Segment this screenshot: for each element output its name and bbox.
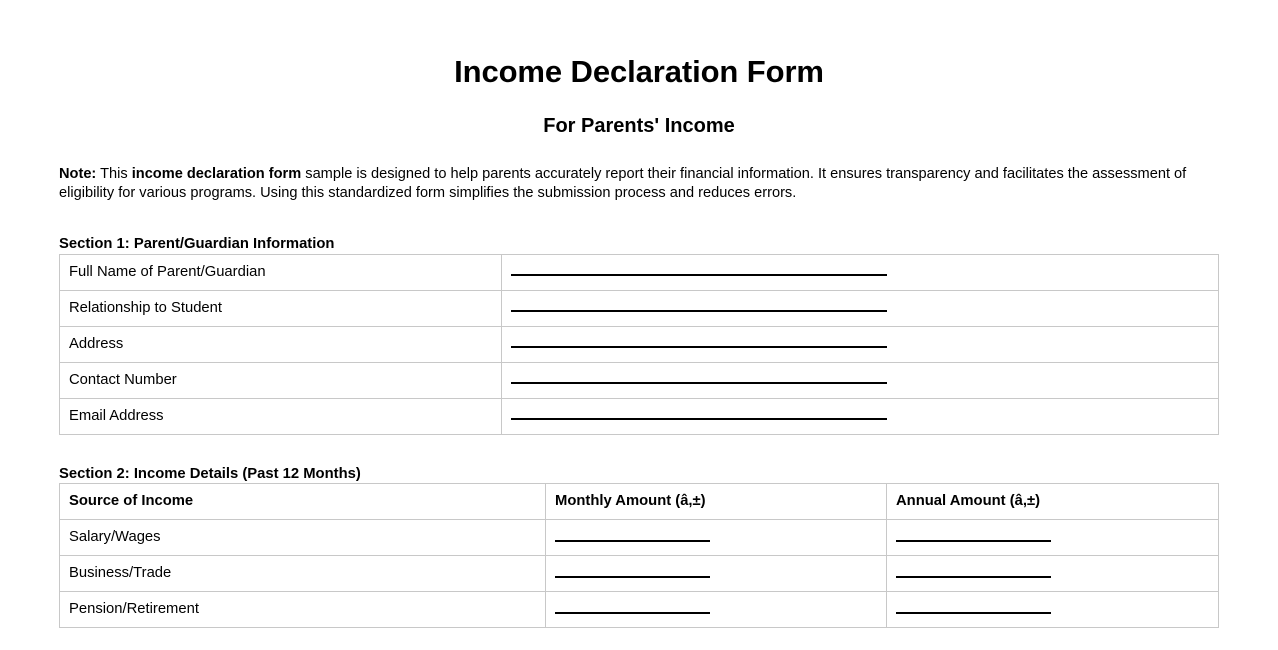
table-row [60, 398, 1219, 434]
field-input-address[interactable] [502, 326, 1219, 362]
parent-guardian-info-table [59, 254, 1219, 435]
table-row [60, 290, 1219, 326]
monthly-amount-input-salary[interactable] [546, 520, 887, 556]
field-input-email-address[interactable] [502, 398, 1219, 434]
table-row [60, 520, 1219, 556]
blank-line [555, 601, 710, 614]
blank-line [511, 407, 887, 420]
field-label-email-address: Email Address [60, 398, 502, 434]
section-1-heading: Section 1: Parent/Guardian Information [59, 235, 335, 252]
note-label: Note: [59, 165, 97, 182]
field-label-contact-number: Contact Number [60, 362, 502, 398]
table-row [60, 362, 1219, 398]
note-text-before: This [96, 165, 132, 182]
note-text-after: sample is designed to help parents accurately report their financial information. It ensures transparency and facilitates the assessment of eligibility for various programs. Using this standardized form simplifies the submission process and reduces errors. [59, 165, 1187, 202]
table-row [60, 592, 1219, 628]
blank-line [896, 529, 1051, 542]
income-details-table [59, 483, 1219, 628]
income-source-label: Business/Trade [60, 556, 546, 592]
field-input-relationship[interactable] [502, 290, 1219, 326]
note-paragraph [59, 138, 1194, 204]
table-row [60, 556, 1219, 592]
note-bold-phrase: income declaration form [131, 165, 302, 182]
field-input-contact-number[interactable] [502, 362, 1219, 398]
blank-line [511, 371, 887, 384]
field-label-full-name: Full Name of Parent/Guardian [60, 254, 502, 290]
monthly-amount-input-pension[interactable] [546, 592, 887, 628]
annual-amount-input-pension[interactable] [887, 592, 1219, 628]
table-header-row [60, 484, 1219, 520]
field-input-full-name[interactable] [502, 254, 1219, 290]
blank-line [511, 299, 887, 312]
column-header-annual-amount: Annual Amount (â,±) [887, 484, 1219, 520]
column-header-source-of-income: Source of Income [60, 484, 546, 520]
blank-line [555, 565, 710, 578]
annual-amount-input-salary[interactable] [887, 520, 1219, 556]
table-row [60, 326, 1219, 362]
field-label-address: Address [60, 326, 502, 362]
annual-amount-input-business[interactable] [887, 556, 1219, 592]
table-row [60, 254, 1219, 290]
blank-line [896, 601, 1051, 614]
blank-line [896, 565, 1051, 578]
income-source-label: Pension/Retirement [60, 592, 546, 628]
page-subtitle: For Parents' Income [543, 114, 735, 137]
blank-line [511, 263, 887, 276]
income-source-label: Salary/Wages [60, 520, 546, 556]
blank-line [555, 529, 710, 542]
field-label-relationship: Relationship to Student [60, 290, 502, 326]
page-title: Income Declaration Form [454, 54, 824, 89]
monthly-amount-input-business[interactable] [546, 556, 887, 592]
column-header-monthly-amount: Monthly Amount (â,±) [546, 484, 887, 520]
section-2-heading: Section 2: Income Details (Past 12 Months) [59, 465, 361, 482]
blank-line [511, 335, 887, 348]
